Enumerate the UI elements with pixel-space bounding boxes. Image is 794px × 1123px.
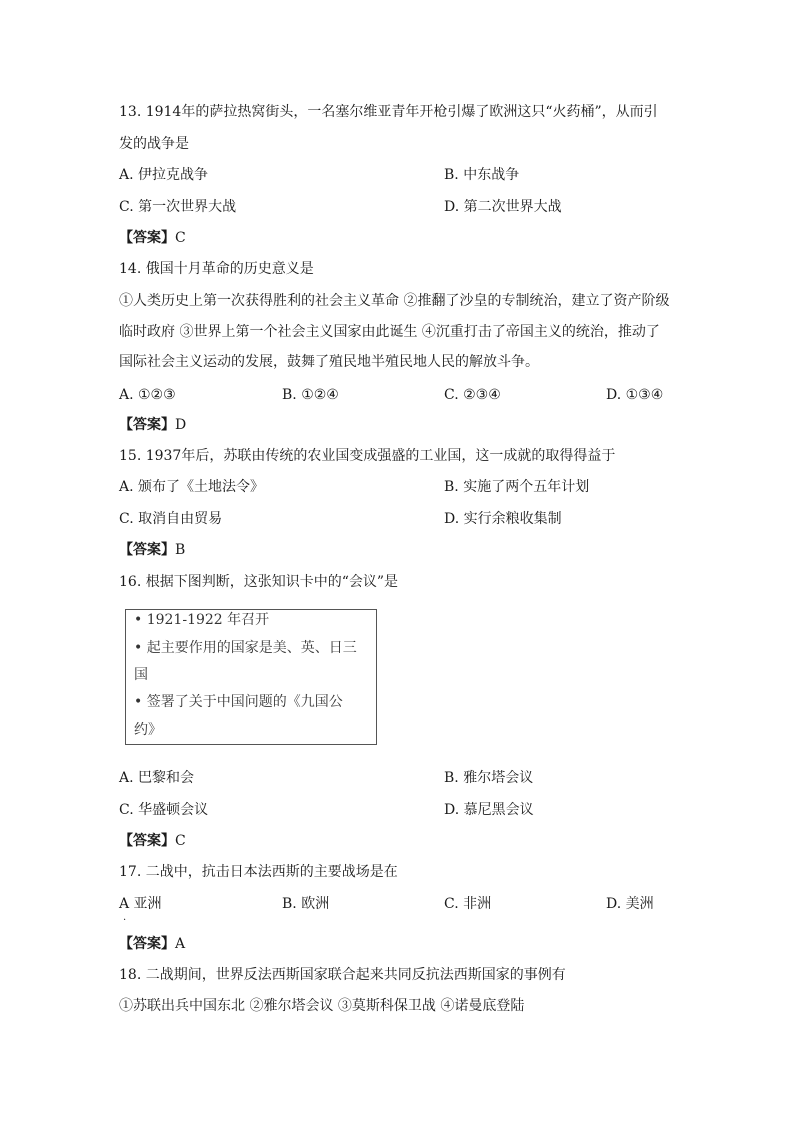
q18-stem-line2: ①苏联出兵中国东北 ②雅尔塔会议 ③莫斯科保卫战 ④诺曼底登陆: [119, 998, 525, 1014]
q13-answer: [119, 229, 186, 247]
q13-option-a: A. 伊拉克战争: [119, 167, 209, 183]
card-line-3: 国: [134, 667, 148, 683]
q16-option-c: C. 华盛顿会议: [119, 802, 209, 818]
card-line-1: • 1921-1922 年召开: [134, 612, 270, 628]
answer-value: B: [175, 542, 186, 558]
q13-stem-line1: 13. 1914年的萨拉热窝街头，一名塞尔维亚青年开枪引爆了欧洲这只“火药桶”，从而引: [119, 104, 658, 120]
q14-answer: [119, 416, 186, 434]
q15-option-a: A. 颁布了《土地法令》: [119, 479, 265, 495]
q16-option-a: A. 巴黎和会: [119, 770, 195, 786]
answer-label: 【答案】: [119, 417, 175, 433]
answer-value: D: [175, 417, 187, 433]
answer-label: 【答案】: [119, 833, 175, 849]
q13-stem-line2: 发的战争是: [119, 136, 189, 152]
q14-stem-line3: 临时政府 ③世界上第一个社会主义国家由此诞生 ④沉重打击了帝国主义的统治，推动了: [119, 324, 660, 340]
q17-option-b: B. 欧洲: [282, 896, 330, 912]
knowledge-card: [125, 609, 377, 745]
q15-answer: [119, 541, 185, 559]
q13-option-d: D. 第二次世界大战: [444, 199, 562, 215]
card-line-4: • 签署了关于中国问题的《九国公: [134, 694, 343, 710]
q17-option-d: D. 美洲: [606, 896, 654, 912]
q14-option-d: D. ①③④: [606, 387, 664, 403]
answer-value: C: [175, 230, 186, 246]
q17-stem-line1: 17. 二战中，抗击日本法西斯的主要战场是在: [119, 864, 398, 880]
card-line-2: • 起主要作用的国家是美、英、日三: [134, 640, 357, 656]
q17-answer: [119, 935, 185, 953]
answer-label: 【答案】: [119, 936, 175, 952]
q14-stem-line1: 14. 俄国十月革命的历史意义是: [119, 261, 314, 277]
q17-option-c: C. 非洲: [444, 896, 492, 912]
q15-option-b: B. 实施了两个五年计划: [444, 479, 590, 495]
q15-stem-line1: 15. 1937年后，苏联由传统的农业国变成强盛的工业国，这一成就的取得得益于: [119, 448, 616, 464]
q15-option-c: C. 取消自由贸易: [119, 511, 223, 527]
q16-answer: [119, 832, 186, 850]
answer-label: 【答案】: [119, 230, 175, 246]
q14-option-c: C. ②③④: [444, 387, 501, 403]
answer-label: 【答案】: [119, 542, 175, 558]
q18-stem-line1: 18. 二战期间，世界反法西斯国家联合起来共同反抗法西斯国家的事例有: [119, 967, 566, 983]
q14-option-b: B. ①②④: [282, 387, 339, 403]
q14-option-a: A. ①②③: [119, 387, 176, 403]
q13-option-c: C. 第一次世界大战: [119, 199, 237, 215]
q16-option-d: D. 慕尼黑会议: [444, 802, 534, 818]
card-line-5: 约》: [134, 722, 162, 738]
q16-stem-line1: 16. 根据下图判断，这张知识卡中的“会议”是: [119, 574, 399, 590]
q17-option-a: A 亚洲: [119, 896, 162, 912]
answer-value: A: [175, 936, 186, 952]
q14-stem-line2: ①人类历史上第一次获得胜利的社会主义革命 ②推翻了沙皇的专制统治，建立了资产阶级: [119, 293, 670, 309]
answer-value: C: [175, 833, 186, 849]
q13-option-b: B. 中东战争: [444, 167, 520, 183]
q16-option-b: B. 雅尔塔会议: [444, 770, 534, 786]
q14-stem-line4: 国际社会主义运动的发展，鼓舞了殖民地半殖民地人民的解放斗争。: [119, 354, 539, 370]
stray-dot: .: [123, 912, 127, 923]
q15-option-d: D. 实行余粮收集制: [444, 511, 562, 527]
